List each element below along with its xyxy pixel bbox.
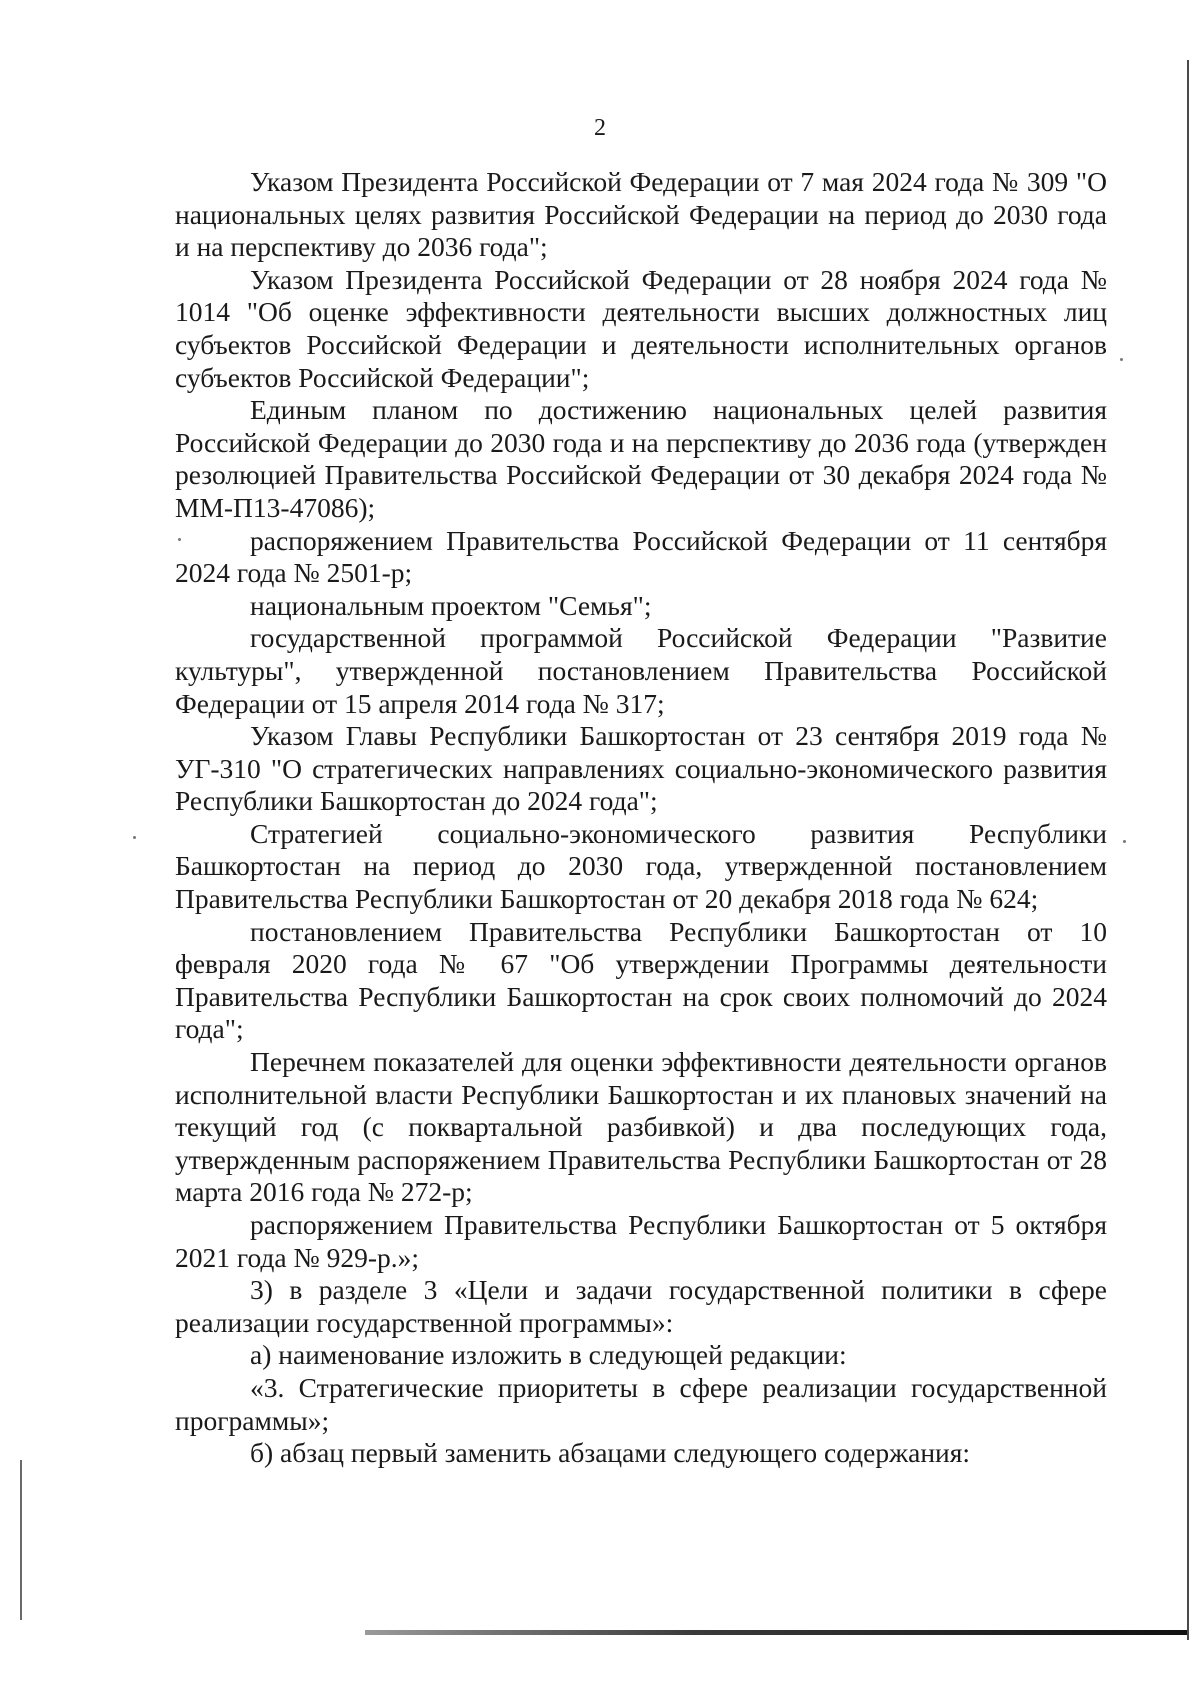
paragraph-national-project: национальным проектом "Семья"; [250, 589, 652, 621]
scan-speck [1123, 840, 1126, 843]
paragraph-section-3: 3) в разделе 3 «Цели и задачи государственной политики в сфере реализации государственной программы»: [175, 1274, 1107, 1338]
scan-edge-right [1187, 60, 1189, 1640]
scan-speck [133, 836, 136, 839]
page-number: 2 [594, 115, 606, 141]
paragraph-item-b: б) абзац первый заменить абзацами следующего содержания: [250, 1437, 971, 1469]
paragraph-state-program-culture: государственной программой Российской Федерации "Развитие культуры", утвержденной постановлением Правительства Российской Федерации от 15 апреля 2014 года № 317; [175, 622, 1107, 719]
paragraph-order-929: распоряжением Правительства Республики Башкортостан от 5 октября 2021 года № 929-р.»; [175, 1209, 1107, 1273]
paragraph-new-title: «3. Стратегические приоритеты в сфере реализации государственной программы»; [175, 1371, 1107, 1436]
scan-edge-left [20, 1460, 22, 1620]
scan-bottom-line [365, 1630, 1187, 1635]
paragraph-resolution-67: постановлением Правительства Республики Башкортостан от 10 февраля 2020 года № 67 "Об утверждении Программы деятельности Правительства Республики Башкортостан на срок своих полномочий до 2024 года"; [175, 915, 1107, 1045]
paragraph-decree-ug-310: Указом Главы Республики Башкортостан от 23 сентября 2019 года № УГ-310 "О стратегических направлениях социально-экономического развития Республики Башкортостан до 2024 года"; [175, 720, 1107, 817]
document-body [175, 166, 1107, 1470]
paragraph-decree-309: Указом Президента Российской Федерации от 7 мая 2024 года № 309 "О национальных целях развития Российской Федерации на период до 2030 года и на перспективу до 2036 года"; [175, 166, 1107, 263]
paragraph-strategy-2030: Стратегией социально-экономического развития Республики Башкортостан на период до 2030 года, утвержденной постановлением Правительства Республики Башкортостан от 20 декабря 2018 года № 624; [175, 817, 1107, 915]
paragraph-item-a: а) наименование изложить в следующей редакции: [250, 1339, 847, 1371]
scan-speck [178, 538, 181, 541]
paragraph-indicators-list: Перечнем показателей для оценки эффективности деятельности органов исполнительной власти Республики Башкортостан и их плановых значений на текущий год (с поквартальной разбивкой) и два последующих года, утвержденным распоряжением Правительства Республики Башкортостан от 28 марта 2016 года № 272-р; [175, 1046, 1107, 1208]
scan-speck [1120, 358, 1123, 361]
paragraph-decree-1014: Указом Президента Российской Федерации от 28 ноября 2024 года № 1014 "Об оценке эффективности деятельности высших должностных лиц субъектов Российской Федерации и деятельности исполнительных органов субъектов Российской Федерации"; [175, 263, 1107, 393]
paragraph-order-2501: распоряжением Правительства Российской Федерации от 11 сентября 2024 года № 2501-р; [175, 524, 1107, 589]
paragraph-unified-plan: Единым планом по достижению национальных целей развития Российской Федерации до 2030 года и на перспективу до 2036 года (утвержден резолюцией Правительства Российской Федерации от 30 декабря 2024 года № ММ-П13-47086); [175, 394, 1107, 523]
